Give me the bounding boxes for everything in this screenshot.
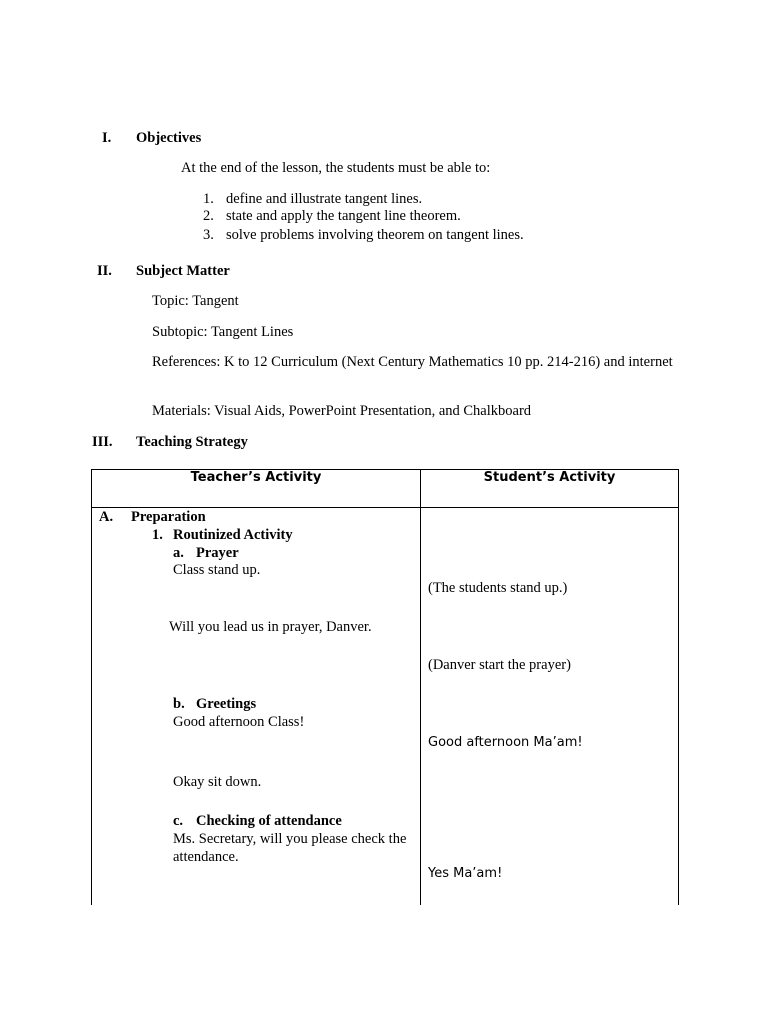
objectives-heading: Objectives bbox=[136, 130, 202, 146]
subsection-title: Routinized Activity bbox=[173, 527, 293, 543]
topic-line: Topic: Tangent bbox=[152, 293, 239, 309]
teacher-line: Good afternoon Class! bbox=[173, 714, 305, 730]
attendance-letter: c. bbox=[173, 813, 184, 829]
subject-matter-numeral: II. bbox=[97, 263, 112, 279]
teacher-line: Ms. Secretary, will you please check the bbox=[173, 831, 407, 847]
student-line: Yes Ma’am! bbox=[428, 866, 503, 881]
subject-matter-heading: Subject Matter bbox=[136, 263, 230, 279]
student-activity-header: Student’s Activity bbox=[483, 470, 616, 485]
objectives-intro: At the end of the lesson, the students must be able to: bbox=[181, 160, 491, 176]
teacher-line: Class stand up. bbox=[173, 562, 261, 578]
objective-number: 3. bbox=[203, 227, 214, 243]
teaching-strategy-numeral: III. bbox=[92, 434, 113, 450]
student-line: (The students stand up.) bbox=[428, 580, 568, 596]
teacher-line: Will you lead us in prayer, Danver. bbox=[169, 619, 372, 635]
teacher-activity-header: Teacher’s Activity bbox=[190, 470, 322, 485]
prayer-title: Prayer bbox=[196, 545, 239, 561]
table-column-divider bbox=[420, 469, 421, 905]
references-paragraph: References: K to 12 Curriculum (Next Century Mathematics 10 pp. 214-216) and internet bbox=[152, 354, 673, 370]
table-right-border bbox=[678, 469, 679, 905]
greetings-title: Greetings bbox=[196, 696, 257, 712]
subtopic-line: Subtopic: Tangent Lines bbox=[152, 324, 294, 340]
objectives-numeral: I. bbox=[102, 130, 112, 146]
subsection-number: 1. bbox=[152, 527, 163, 543]
objective-item: state and apply the tangent line theorem. bbox=[226, 208, 461, 224]
teacher-line: Okay sit down. bbox=[173, 774, 262, 790]
prayer-letter: a. bbox=[173, 545, 184, 561]
objective-number: 1. bbox=[203, 191, 214, 207]
teaching-strategy-heading: Teaching Strategy bbox=[136, 434, 248, 450]
objective-item: solve problems involving theorem on tangent lines. bbox=[226, 227, 524, 243]
student-line: Good afternoon Ma’am! bbox=[428, 735, 583, 750]
student-line: (Danver start the prayer) bbox=[428, 657, 571, 673]
objective-item: define and illustrate tangent lines. bbox=[226, 191, 423, 207]
section-title: Preparation bbox=[131, 509, 206, 525]
section-letter: A. bbox=[99, 509, 114, 525]
objective-number: 2. bbox=[203, 208, 214, 224]
attendance-title: Checking of attendance bbox=[196, 813, 342, 829]
materials-line: Materials: Visual Aids, PowerPoint Presentation, and Chalkboard bbox=[152, 403, 532, 419]
teacher-line: attendance. bbox=[173, 849, 239, 865]
greetings-letter: b. bbox=[173, 696, 185, 712]
table-left-border bbox=[91, 469, 92, 905]
